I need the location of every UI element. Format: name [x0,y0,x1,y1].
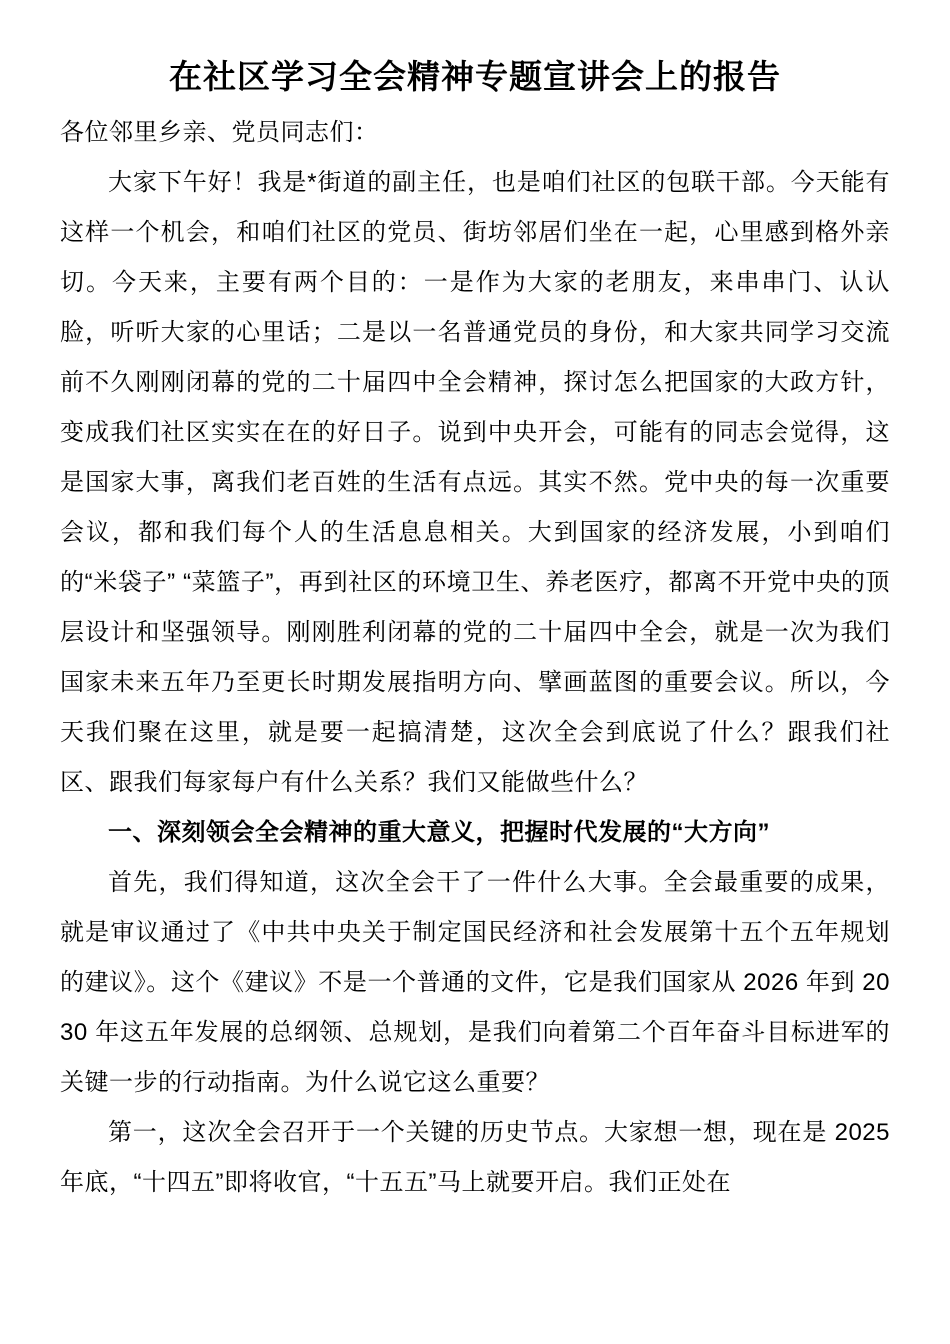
paragraph-section1-overview: 首先，我们得知道，这次全会干了一件什么大事。全会最重要的成果，就是审议通过了《中共中央关于制定国民经济和社会发展第十五个五年规划的建议》。这个《建议》不是一个普通的文件，它是我们国家从 2026 年到 2030 年这五年发展的总纲领、总规划，是我们向着第二个百年奋斗目标进军的关键一步的行动指南。为什么说它这么重要？ [60,869,890,1096]
salutation-line: 各位邻里乡亲、党员同志们： [60,119,379,146]
paragraph-opening: 大家下午好！我是*街道的副主任，也是咱们社区的包联干部。今天能有这样一个机会，和咱们社区的党员、街坊邻居们坐在一起，心里感到格外亲切。今天来，主要有两个目的：一是作为大家的老朋友，来串串门、认认脸，听听大家的心里话；二是以一名普通党员的身份，和大家共同学习交流前不久刚刚闭幕的党的二十届四中全会精神，探讨怎么把国家的大政方针，变成我们社区实实在在的好日子。说到中央开会，可能有的同志会觉得，这是国家大事，离我们老百姓的生活有点远。其实不然。党中央的每一次重要会议，都和我们每个人的生活息息相关。大到国家的经济发展，小到咱们的“米袋子” “菜篮子”，再到社区的环境卫生、养老医疗，都离不开党中央的顶层设计和坚强领导。刚刚胜利闭幕的党的二十届四中全会，就是一次为我们国家未来五年乃至更长时期发展指明方向、擘画蓝图的重要会议。所以，今天我们聚在这里，就是要一起搞清楚，这次全会到底说了什么？跟我们社区、跟我们每家每户有什么关系？我们又能做些什么？ [60,169,890,796]
section-heading-1: 一、深刻领会全会精神的重大意义，把握时代发展的“大方向” [108,819,770,846]
paragraph-point-first: 第一，这次全会召开于一个关键的历史节点。大家想一想，现在是 2025 年底，“十四五”即将收官，“十五五”马上就要开启。我们正处在 [60,1119,890,1196]
document-title: 在社区学习全会精神专题宣讲会上的报告 [169,58,781,95]
